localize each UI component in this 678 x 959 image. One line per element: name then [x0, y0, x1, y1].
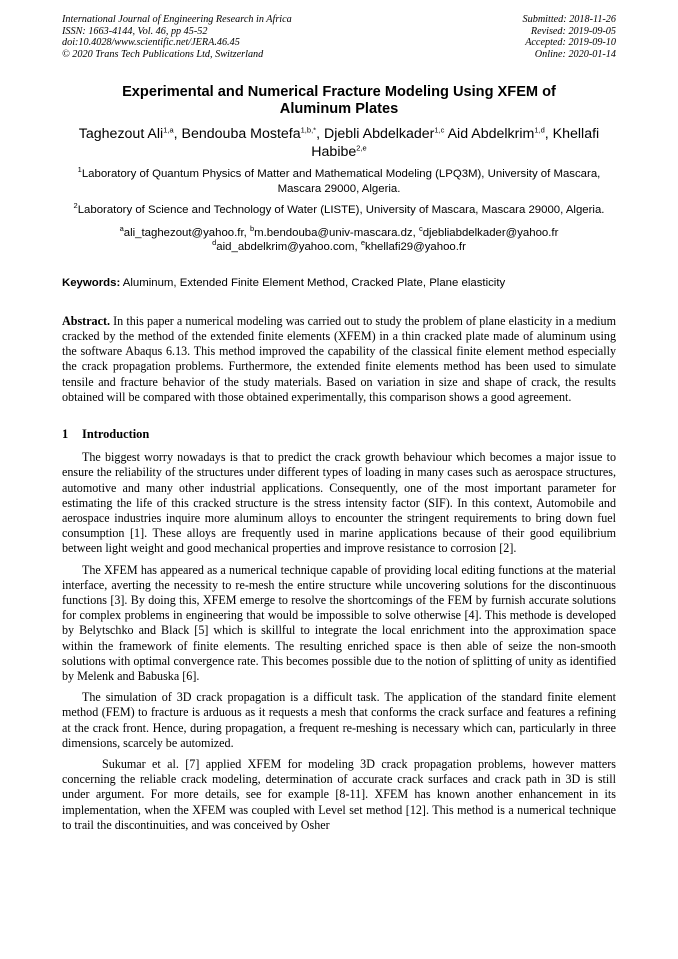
- email-link[interactable]: aid_abdelkrim@yahoo.com: [216, 241, 355, 254]
- submitted-date: Submitted: 2018-11-26: [522, 14, 616, 25]
- author-name: Djebli Abdelkader: [323, 126, 435, 143]
- paper-page: [62, 14, 616, 833]
- online-date: Online: 2020-01-14: [534, 48, 616, 60]
- revised-date: Revised: 2019-09-05: [530, 25, 616, 37]
- publication-dates: [523, 14, 616, 60]
- abstract-text: In this paper a numerical modeling was carried out to study the problem of plane elasticity in a medium cracked by the method of the extended finite elements (XFEM) in a thin cracked plate made of aluminum using the software Abaqus 6.13. This method improved the capability of the classical finite element method especially the crack propagation problems. Furthermore, the extended finite elements method has been used to simulate tensile and fracture behavior of the study materials. Based on variation in size and shape of crack, the results obtained will be compared with those obtained experimentally, this comparison shows a good agreement.: [62, 313, 616, 404]
- email-link[interactable]: khellafi29@yahoo.fr: [365, 241, 466, 254]
- author-list: Taghezout Ali$^{1,a}$, Bendouba Mostefa$^{1,b,*}$, Djebli Abdelkader$^{1,c}$ Aid Abdelkrim$^{1,d}$, Khellafi Habibe$^{2,e}$: [78, 125, 600, 161]
- author-name: Aid Abdelkrim: [447, 126, 535, 143]
- keywords-text: Aluminum, Extended Finite Element Method, Cracked Plate, Plane elasticity: [122, 276, 506, 289]
- journal-header: [62, 14, 616, 60]
- author-superscript: 1,b,*: [300, 125, 317, 135]
- author-superscript: 2,e: [356, 143, 367, 153]
- email-line: $^d$aid_abdelkrim@yahoo.com, $^e$khellafi29@yahoo.fr: [212, 238, 466, 254]
- author-name: Khellafi Habibe: [311, 126, 600, 161]
- copyright: © 2020 Trans Tech Publications Ltd, Switzerland: [62, 48, 264, 60]
- journal-name: International Journal of Engineering Research in Africa: [62, 14, 292, 25]
- section-title: Introduction: [82, 427, 150, 442]
- abstract-label: Abstract.: [62, 313, 111, 328]
- abstract: [62, 314, 616, 405]
- issn: ISSN: 1663-4144, Vol. 46, pp 45-52: [62, 25, 208, 37]
- body-paragraph: The simulation of 3D crack propagation is a difficult task. The application of the standard finite element method (FEM) to fracture is arduous as it requests a mesh that conforms the crack surface and features a refining at the crack front. Hence, during propagation, a frequent re-meshing is necessary which can, particularly in three dimensions, scarcely be automized.: [62, 690, 616, 750]
- affiliation-2: $^2$Laboratory of Science and Technology of Water (LISTE), University of Mascara, Mascara 29000, Algeria.: [73, 201, 605, 217]
- affiliation-1: $^1$Laboratory of Quantum Physics of Matter and Mathematical Modeling (LPQ3M), University of Mascara, Mascara 29000, Algeria.: [77, 165, 601, 195]
- email-link[interactable]: djebliabdelkader@yahoo.fr: [422, 226, 559, 239]
- keywords: [62, 276, 616, 290]
- author-emails: [62, 226, 616, 255]
- body-paragraph: The biggest worry nowadays is that to predict the crack growth behaviour which becomes a major issue to ensure the reliability of the structures under different types of loading in many cases such as aerospace structures, automotive and many other industrial applications. Consequently, one of the most important parameter for estimating the life of this cracked structure is the stress intensity factor (SIF). In this context, Automobile and aerospace industries inquire more aluminum alloys to encounter the stringent requirements to bring down fuel consumption [1]. These alloys are frequently used in marine applications because of their good equilibrium between light weight and good mechanical properties and improve resistance to corrosion [2].: [62, 450, 616, 556]
- email-link[interactable]: m.bendouba@univ-mascara.dz: [254, 226, 413, 239]
- accepted-date: Accepted: 2019-09-10: [525, 37, 616, 49]
- doi: doi:10.4028/www.scientific.net/JERA.46.45: [62, 37, 240, 49]
- author-superscript: 1,c: [434, 125, 445, 135]
- email-line: $^a$ali_taghezout@yahoo.fr, $^b$m.bendouba@univ-mascara.dz, $^c$djebliabdelkader@yahoo.fr: [119, 224, 559, 239]
- section-heading: [62, 427, 616, 442]
- paper-title: Experimental and Numerical Fracture Modeling Using XFEM of Aluminum Plates: [122, 84, 556, 118]
- author-name: Taghezout Ali: [78, 126, 164, 143]
- author-superscript: 1,d: [534, 125, 545, 135]
- email-link[interactable]: ali_taghezout@yahoo.fr: [123, 226, 244, 239]
- keywords-label: Keywords:: [62, 276, 121, 289]
- author-name: Bendouba Mostefa: [181, 126, 301, 143]
- section-number: 1: [62, 427, 69, 442]
- body-paragraph: The XFEM has appeared as a numerical technique capable of providing local editing functions at the material interface, averting the necessity to re-mesh the entire structure while uncovering solutions for the discontinuous functions [3]. By doing this, XFEM emerge to resolve the shortcomings of the FEM by furnish accurate solutions for complex problems in engineering that would be impossible to solve otherwise [4]. This methode is developed by Belytschko and Black [5] which is skillful to integrate the local enrichment into the approximation space within the framework of finite elements. The resulting enriched space is then able of seize the non-smooth solutions with optimal convergence rate. This becomes possible due to the notion of splitting of unity as identified by Melenk and Babuska [6].: [62, 562, 616, 683]
- author-superscript: 1,a: [163, 125, 174, 135]
- body-paragraph: Sukumar et al. [7] applied XFEM for modeling 3D crack propagation problems, however matters concerning the reliable crack modeling, determination of accurate crack surfaces and crack path in 3D is still under argument. For more details, see for example [8-11]. XFEM has known another enhancement in its implementation, when the XFEM was coupled with Level set method [12]. This method is a numerical technique to trail the discontinuities, and was conceived by Osher: [62, 756, 616, 832]
- journal-info: [62, 14, 292, 60]
